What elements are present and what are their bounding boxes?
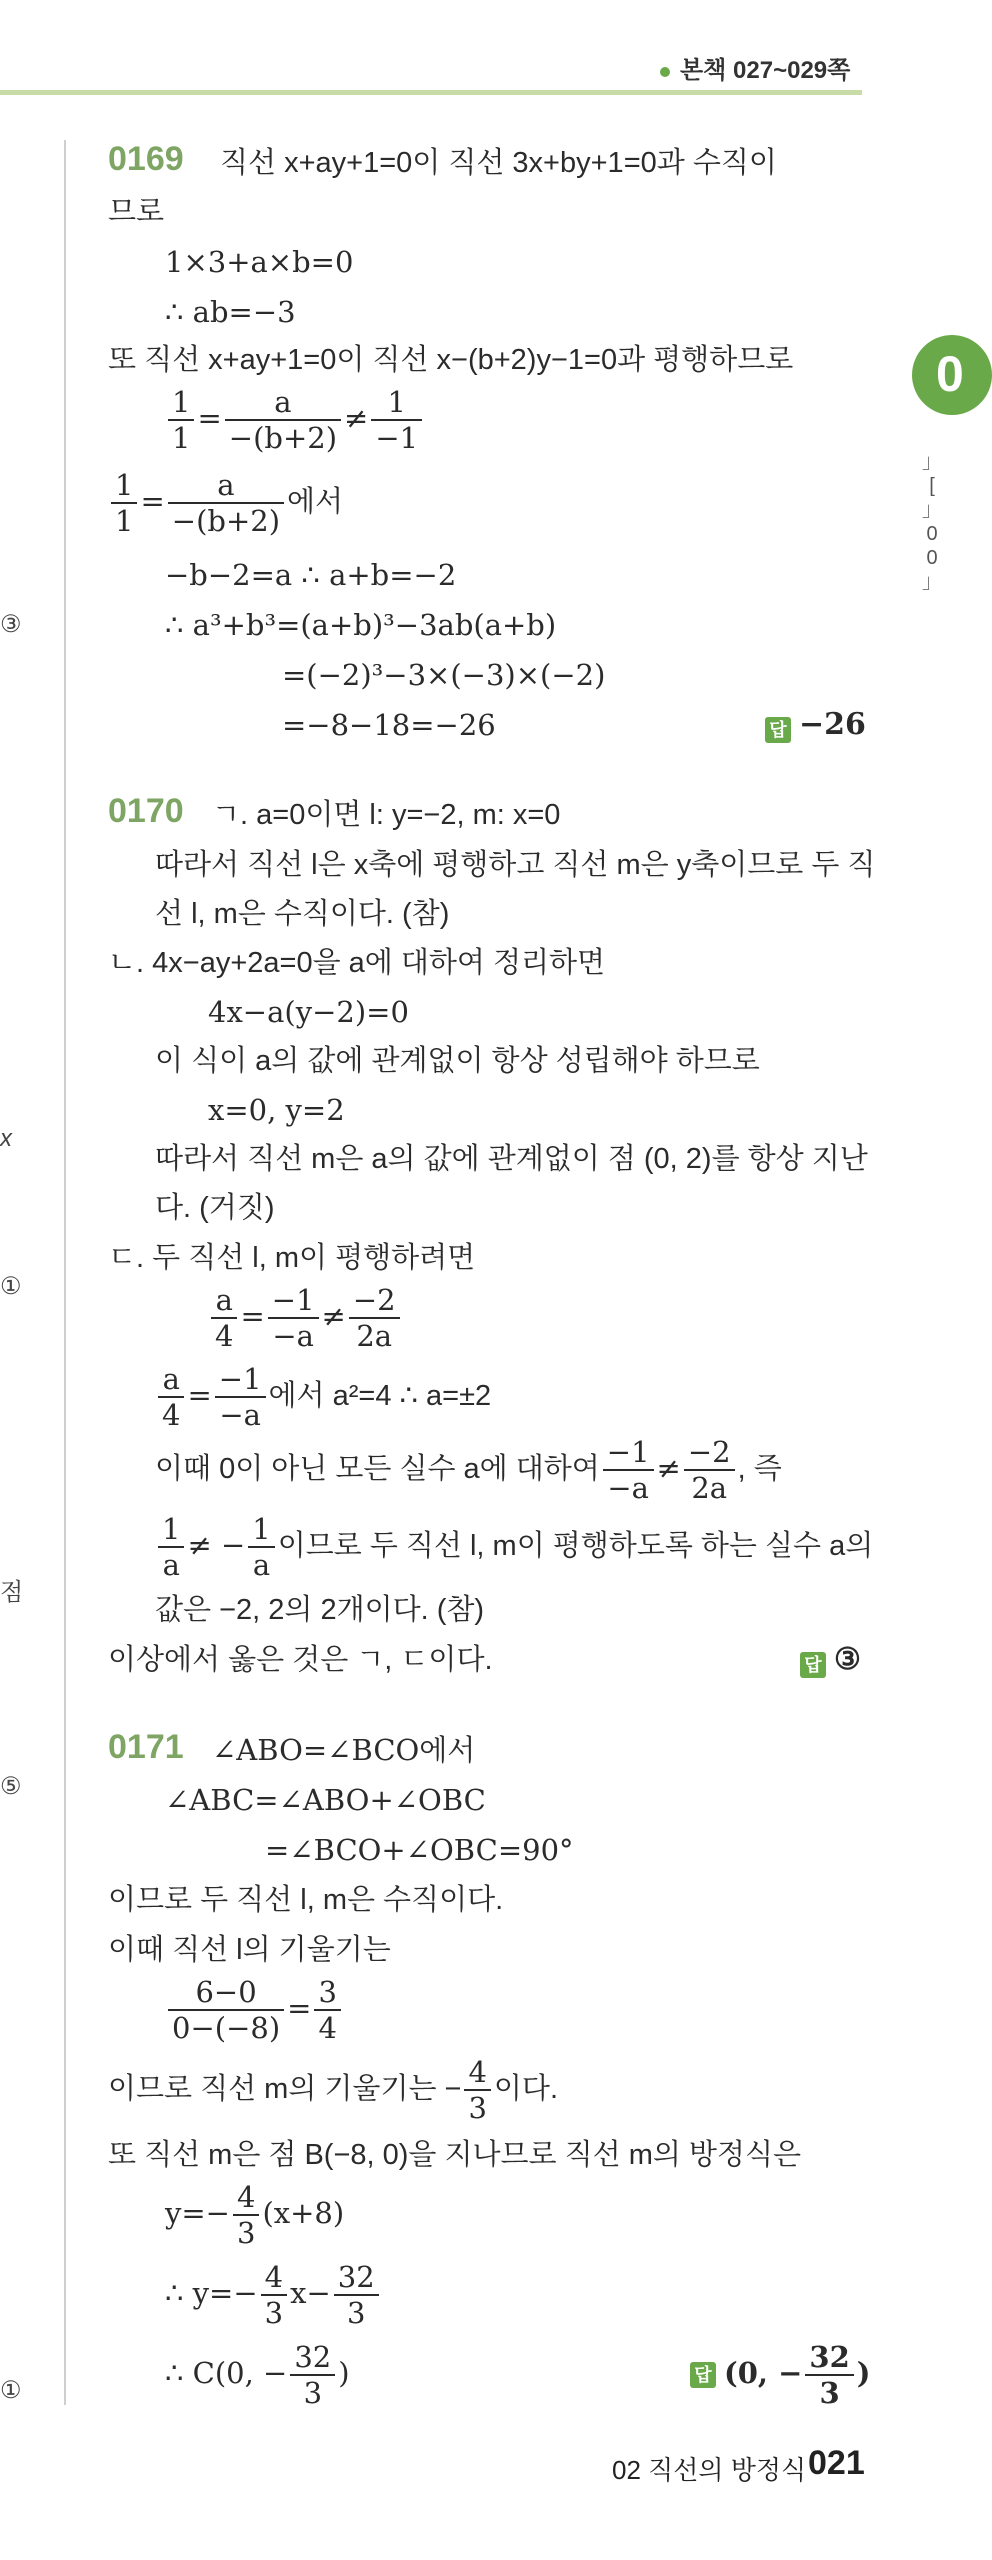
solution-line: 이므로 두 직선 l, m은 수직이다. bbox=[108, 1884, 504, 1916]
page-number: 021 bbox=[808, 2444, 865, 2482]
solution-line: 또 직선 x+ay+1=0이 직선 x−(b+2)y−1=0과 평행하므로 bbox=[108, 344, 794, 376]
equation-line: 1×3+a×b=0 bbox=[165, 245, 354, 279]
equation-line: ∴ ab=−3 bbox=[165, 295, 296, 329]
margin-mark: ① bbox=[0, 2377, 22, 2404]
fraction-equation: $\frac{6-0}{0-(-8)}$ = $\frac{3}{4}$ bbox=[165, 1975, 344, 2045]
answer-badge: 답 bbox=[690, 2362, 716, 2388]
margin-mark: 점 bbox=[0, 1579, 24, 1606]
margin-line bbox=[64, 140, 66, 2405]
solution-line: 따라서 직선 m은 a의 값에 관계없이 점 (0, 2)를 항상 지난 bbox=[155, 1143, 868, 1175]
fraction: $\frac{-1}{-a}$ bbox=[268, 1283, 319, 1353]
fraction-equation: ∴ C(0, − $\frac{32}{3}$ ) bbox=[165, 2340, 350, 2410]
header-rule bbox=[0, 90, 862, 95]
solution-line: 이때 직선 l의 기울기는 bbox=[108, 1934, 391, 1966]
fraction-equation: $\frac{1}{a}$ ≠ − $\frac{1}{a}$ 이므로 두 직선 l, m이 평행하도록 하는 실수 a의 bbox=[155, 1512, 873, 1582]
equation-line: 4x−a(y−2)=0 bbox=[208, 995, 409, 1029]
fraction: $\frac{32}{3}$ bbox=[805, 2340, 853, 2410]
solution-line: ㄴ. 4x−ay+2a=0을 a에 대하여 정리하면 bbox=[108, 947, 606, 979]
equation-line: ∴ a³+b³=(a+b)³−3ab(a+b) bbox=[165, 608, 557, 642]
solution-line: 또 직선 m은 점 B(−8, 0)을 지나므로 직선 m의 방정식은 bbox=[108, 2139, 801, 2171]
fraction: $\frac{32}{3}$ bbox=[290, 2340, 335, 2410]
fraction: $\frac{1}{a}$ bbox=[248, 1512, 274, 1582]
solution-line: 다. (거짓) bbox=[155, 1192, 275, 1224]
solution-line: ㄱ. a=0이면 l: y=−2, m: x=0 bbox=[212, 799, 561, 831]
solution-line: 직선 x+ay+1=0이 직선 3x+by+1=0과 수직이 bbox=[220, 147, 777, 179]
margin-mark: x bbox=[0, 1125, 12, 1152]
fraction: $\frac{1}{1}$ bbox=[111, 468, 137, 538]
fraction: $\frac{1}{a}$ bbox=[158, 1512, 184, 1582]
solution-line: 따라서 직선 l은 x축에 평행하고 직선 m은 y축이므로 두 직 bbox=[155, 849, 876, 881]
fraction: $\frac{1}{1}$ bbox=[168, 385, 194, 455]
fraction: $\frac{4}{3}$ bbox=[261, 2260, 287, 2330]
fraction: $\frac{a}{-(b+2)}$ bbox=[168, 468, 284, 538]
fraction: $\frac{4}{3}$ bbox=[464, 2055, 490, 2125]
margin-mark: ⑤ bbox=[0, 1773, 22, 1800]
problem-number-0170: 0170 bbox=[108, 792, 184, 830]
fraction-equation: ∴ y=− $\frac{4}{3}$ x− $\frac{32}{3}$ bbox=[165, 2260, 382, 2330]
answer-badge: 답 bbox=[800, 1652, 826, 1678]
problem-number-0169: 0169 bbox=[108, 140, 184, 178]
answer-0169: 답 −26 bbox=[765, 705, 866, 745]
fraction: $\frac{-2}{2a}$ bbox=[349, 1283, 400, 1353]
fraction: $\frac{3}{4}$ bbox=[314, 1975, 340, 2045]
chapter-tab-vertical-text: 」 [ 」0 0 」 bbox=[922, 451, 942, 593]
equation-line: =∠BCO+∠OBC=90° bbox=[265, 1833, 574, 1867]
fraction-equation: $\frac{a}{4}$ = $\frac{-1}{-a}$ 에서 a²=4 ∴ a=±2 bbox=[155, 1362, 491, 1432]
header-section-ref: 본책 027~029쪽 bbox=[660, 50, 850, 85]
fraction: $\frac{4}{3}$ bbox=[233, 2180, 259, 2250]
solution-line: 므로 bbox=[108, 196, 165, 228]
solution-line: 이상에서 옳은 것은 ㄱ, ㄷ이다. bbox=[108, 1644, 493, 1676]
equation-line: −b−2=a ∴ a+b=−2 bbox=[165, 558, 457, 592]
fraction: $\frac{32}{3}$ bbox=[334, 2260, 379, 2330]
equation-line: =−8−18=−26 bbox=[282, 708, 496, 742]
equation-line: x=0, y=2 bbox=[208, 1093, 345, 1127]
fraction: $\frac{a}{4}$ bbox=[158, 1362, 184, 1432]
solution-line: 값은 −2, 2의 2개이다. (참) bbox=[155, 1594, 485, 1626]
solution-line: ㄷ. 두 직선 l, m이 평행하려면 bbox=[108, 1242, 476, 1274]
problem-number-0171: 0171 bbox=[108, 1728, 184, 1766]
footer-chapter: 02 직선의 방정식 bbox=[612, 2455, 807, 2485]
fraction-equation: $\frac{a}{4}$ = $\frac{-1}{-a}$ ≠ $\frac{-2}{2a}$ bbox=[208, 1283, 403, 1353]
answer-badge: 답 bbox=[765, 717, 791, 743]
fraction-equation: 이므로 직선 m의 기울기는 − $\frac{4}{3}$ 이다. bbox=[108, 2055, 559, 2125]
bullet-dot-icon bbox=[660, 67, 670, 77]
answer-0170: 답 ③ bbox=[800, 1640, 861, 1680]
equation-line: ∠ABC=∠ABO+∠OBC bbox=[165, 1783, 486, 1817]
chapter-tab-number: 0 bbox=[936, 346, 964, 402]
fraction: $\frac{1}{-1}$ bbox=[371, 385, 422, 455]
fraction-equation: y=− $\frac{4}{3}$ (x+8) bbox=[165, 2180, 345, 2250]
equation-line: =(−2)³−3×(−3)×(−2) bbox=[282, 658, 606, 692]
fraction: $\frac{a}{4}$ bbox=[211, 1283, 237, 1353]
solution-line: 이 식이 a의 값에 관계없이 항상 성립해야 하므로 bbox=[155, 1045, 760, 1077]
fraction: $\frac{-2}{2a}$ bbox=[684, 1435, 735, 1505]
fraction: $\frac{6-0}{0-(-8)}$ bbox=[168, 1975, 284, 2045]
fraction-equation: $\frac{1}{1}$ = $\frac{a}{-(b+2)}$ 에서 bbox=[108, 468, 343, 538]
fraction-equation: 이때 0이 아닌 모든 실수 a에 대하여 $\frac{-1}{-a}$ ≠ $\frac{-2}{2a}$ , 즉 bbox=[155, 1435, 782, 1505]
margin-mark: ① bbox=[0, 1273, 22, 1300]
fraction: $\frac{-1}{-a}$ bbox=[603, 1435, 654, 1505]
answer-0171: 답 (0, − $\frac{32}{3}$ ) bbox=[690, 2340, 870, 2410]
equation-line: ∠ABO=∠BCO에서 bbox=[212, 1733, 476, 1767]
fraction: $\frac{-1}{-a}$ bbox=[215, 1362, 266, 1432]
fraction-equation: $\frac{1}{1}$ = $\frac{a}{-(b+2)}$ ≠ $\frac{1}{-1}$ bbox=[165, 385, 425, 455]
fraction: $\frac{a}{-(b+2)}$ bbox=[225, 385, 341, 455]
solution-line: 선 l, m은 수직이다. (참) bbox=[155, 898, 450, 930]
margin-mark: ③ bbox=[0, 611, 22, 638]
